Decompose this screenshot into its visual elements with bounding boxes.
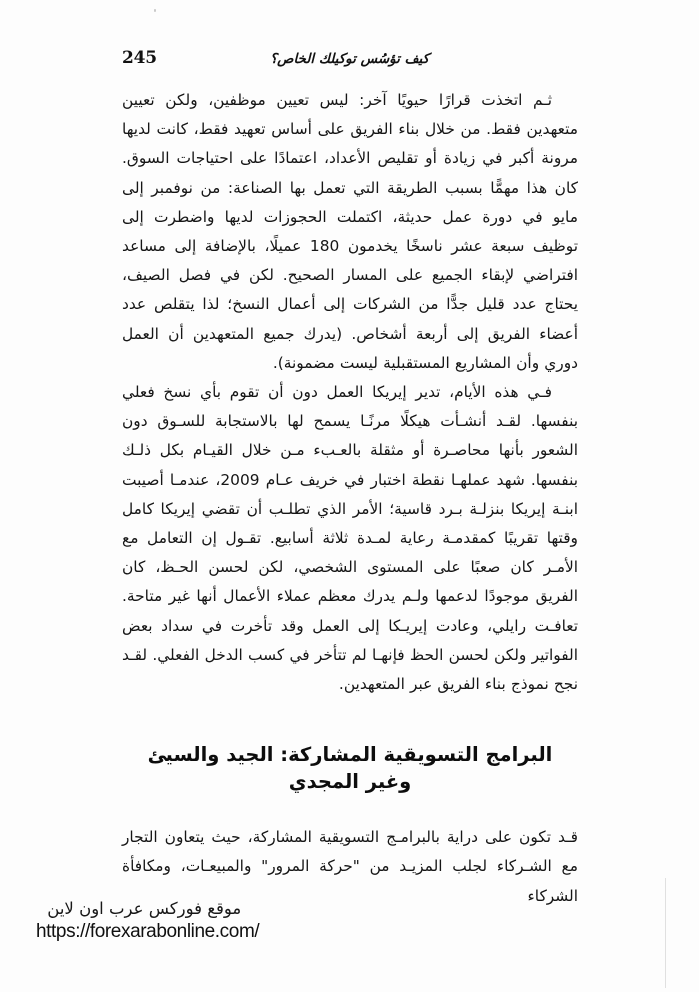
- paragraph-1: ثـم اتخذت قرارًا حيويًا آخر: ليس تعيين موظفين، ولكن تعيين متعهدين فقط. من خلال بناء الفريق على أساس تعهيد فقط، كانت لديها مرونة أكبر في زيادة أو تقليص الأعداد، اعتمادًا على احتياجات السوق. كان هذا مهمًّا بسبب الطريقة التي تعمل بها الصناعة: من نوفمبر إلى مايو في دورة عمل حديثة، اكتملت الحجوزات لديها واضطرت إلى توظيف سبعة عشر ناسخًا يخدمون 180 عميلًا، بالإضافة إلى مساعد افتراضي لإبقاء الجميع على المسار الصحيح. لكن في فصل الصيف، يحتاج عدد قليل جدًّا من الشركات إلى أعمال النسخ؛ لذا يتقلص عدد أعضاء الفريق إلى أربعة أشخاص. (يدرك جميع المتعهدين أن العمل دوري وأن المشاريع المستقبلية ليست مضمونة).: [122, 91, 578, 372]
- section-heading-line-1: البرامج التسويقية المشاركة: الجيد والسيئ: [147, 743, 553, 767]
- running-header-title: كيف تؤسُس توكيلك الخاص؟: [269, 51, 430, 67]
- watermark: [36, 898, 259, 944]
- paragraph-3: قـد تكون على دراية بالبرامـج التسويقية المشاركة، حيث يتعاون التجار مع الشـركاء لجلب المزيـد من "حركة المرور" والمبيعـات، ومكافأة الشركاء: [122, 828, 578, 905]
- body-text-block: [122, 86, 578, 911]
- section-heading-line-2: وغير المجدي: [288, 770, 412, 794]
- running-header: [122, 48, 577, 70]
- scan-artifact-speck: [154, 9, 156, 12]
- watermark-site-name: موقع فوركس عرب اون لاين: [47, 899, 242, 918]
- section-heading-wrap: [122, 741, 578, 795]
- watermark-url[interactable]: https://forexarabonline.com/: [36, 921, 260, 942]
- paragraph-2: فـي هذه الأيام، تدير إيريكا العمل دون أن تقوم بأي نسخ فعلي بنفسها. لقـد أنشـأت هيكلًا مرنًـا يسمح لها بالاستجابة للسـوق دون الشعور بأنها محاصـرة أو مثقلة بالعـبء مـن خلال القيـام بكل ذلـك بنفسها. شهد عملهـا نقطة اختبار في خريف عـام 2009، عندمـا أصيبت ابنـة إيريكا بنزلـة بـرد قاسية؛ الأمر الذي تطلـب أن تقضي إيريكا كامل وقتها تقريبًا كمقدمـة رعاية لمـدة ثلاثة أسابيع. تقـول إن التعامل مع الأمـر كان صعبًا على المستوى الشخصي، لكن لحسن الحـظ، كان الفريق موجودًا لدعمها ولـم يدرك معظم عملاء الأعمال أنها غير متاحة. تعافـت رايلي، وعادت إيريـكا إلى العمل وقد تأخرت في سداد بعض الفواتير ولكن لحسن الحظ فإنهـا لم تتأخر في كسب الدخل الفعلي. لقـد نجح نموذج بناء الفريق عبر المتعهدين.: [122, 383, 578, 694]
- page-number: 245: [122, 48, 157, 68]
- scan-edge-line: [665, 878, 666, 988]
